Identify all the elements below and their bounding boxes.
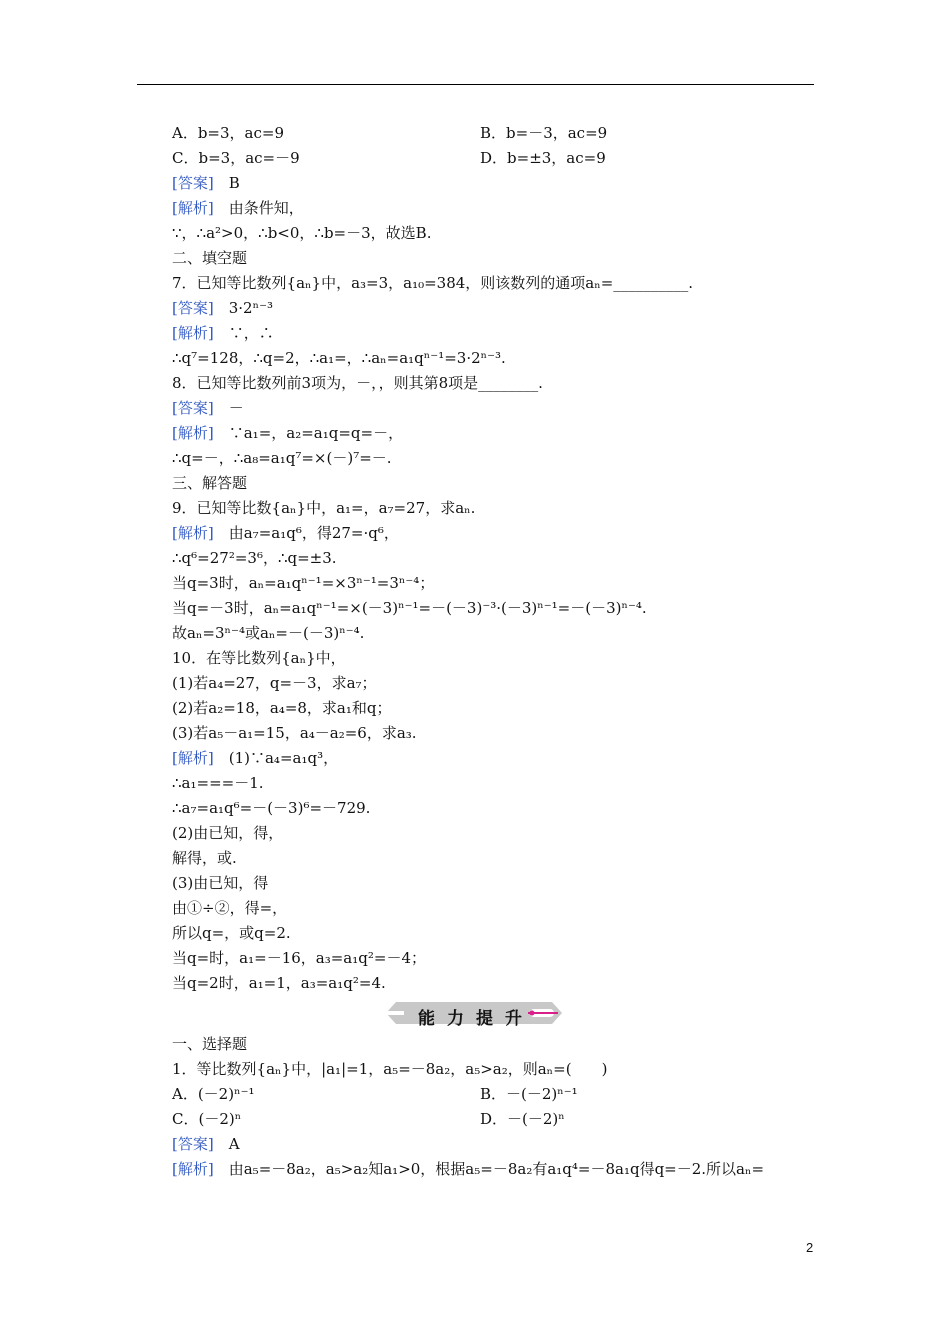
solution-line: ∴a₇=a₁q⁶=－(－3)⁶=－729. bbox=[172, 799, 371, 817]
question-part: (1)若a₄=27，q=－3，求a₇； bbox=[172, 674, 377, 692]
solution-line: (2)由已知，得， bbox=[172, 824, 284, 842]
analysis-tag: [解析] bbox=[172, 749, 214, 767]
solution-line: ∴q⁷=128，∴q=2，∴a₁=，∴aₙ=a₁qⁿ⁻¹=3·2ⁿ⁻³. bbox=[172, 349, 506, 367]
analysis-tag: [解析] bbox=[172, 424, 214, 442]
options-row bbox=[172, 146, 822, 171]
question-stem: 9．已知等比数{aₙ}中，a₁=，a₇=27，求aₙ. bbox=[172, 499, 476, 517]
analysis-tag: [解析] bbox=[172, 199, 214, 217]
solution-line: 所以q=，或q=2. bbox=[172, 924, 291, 942]
analysis-line: [解析] 由a₇=a₁q⁶，得27=·q⁶， bbox=[172, 524, 399, 542]
question-stem: 7．已知等比数列{aₙ}中，a₃=3，a₁₀=384，则该数列的通项aₙ=__________. bbox=[172, 274, 694, 292]
option-c: C．(－2)ⁿ bbox=[172, 1110, 242, 1128]
answer-tag: [答案] bbox=[172, 174, 214, 192]
section-heading: 三、解答题 bbox=[172, 474, 248, 492]
question-stem: 8．已知等比数列前3项为，－，，则其第8项是________. bbox=[172, 374, 543, 392]
analysis-line: [解析] ∵a₁=，a₂=a₁q=q=－， bbox=[172, 424, 404, 442]
document-body bbox=[172, 121, 822, 1182]
question-part: (3)若a₅－a₁=15，a₄－a₂=6，求a₃. bbox=[172, 724, 417, 742]
options-row bbox=[172, 1082, 822, 1107]
analysis-line: [解析] 由条件知， bbox=[172, 199, 304, 217]
analysis-tag: [解析] bbox=[172, 324, 214, 342]
solution-line: 由①÷②，得=， bbox=[172, 899, 288, 917]
solution-line: 故aₙ=3ⁿ⁻⁴或aₙ=－(－3)ⁿ⁻⁴. bbox=[172, 624, 365, 642]
answer-line: [答案] 3·2ⁿ⁻³ bbox=[172, 299, 274, 317]
section-heading: 一、选择题 bbox=[172, 1035, 248, 1053]
answer-tag: [答案] bbox=[172, 399, 214, 417]
answer-line: [答案] B bbox=[172, 174, 240, 192]
analysis-line: [解析] ∵，∴ bbox=[172, 324, 274, 342]
solution-line: 当q=2时，a₁=1，a₃=a₁q²=4. bbox=[172, 974, 386, 992]
section-heading: 二、填空题 bbox=[172, 249, 248, 267]
section-banner bbox=[172, 998, 822, 1032]
option-a: A．(－2)ⁿ⁻¹ bbox=[172, 1085, 255, 1103]
header-rule bbox=[137, 84, 814, 85]
question-stem: 1．等比数列{aₙ}中，|a₁|=1，a₅=－8a₂，a₅>a₂，则aₙ=( ) bbox=[172, 1060, 608, 1078]
answer-tag: [答案] bbox=[172, 1135, 214, 1153]
solution-line: 解得，或. bbox=[172, 849, 237, 867]
page-number: 2 bbox=[806, 1240, 814, 1255]
option-a: A．b=3，ac=9 bbox=[172, 124, 285, 142]
option-d: D．－(－2)ⁿ bbox=[480, 1110, 565, 1128]
answer-tag: [答案] bbox=[172, 299, 214, 317]
solution-line: ∴q=－，∴a₈=a₁q⁷=×(－)⁷=－. bbox=[172, 449, 392, 467]
option-b: B．－(－2)ⁿ⁻¹ bbox=[480, 1085, 578, 1103]
analysis-tag: [解析] bbox=[172, 1160, 214, 1178]
question-stem: 10．在等比数列{aₙ}中， bbox=[172, 649, 346, 667]
solution-line: ∵，∴a²>0，∴b<0，∴b=－3，故选B. bbox=[172, 224, 432, 242]
answer-line: [答案] A bbox=[172, 1135, 240, 1153]
solution-line: 当q=时，a₁=－16，a₃=a₁q²=－4； bbox=[172, 949, 426, 967]
solution-line: ∴q⁶=27²=3⁶，∴q=±3. bbox=[172, 549, 337, 567]
solution-line: (3)由已知，得 bbox=[172, 874, 269, 892]
option-b: B．b=－3，ac=9 bbox=[480, 124, 608, 142]
options-row bbox=[172, 121, 822, 146]
answer-line: [答案] － bbox=[172, 399, 244, 417]
option-d: D．b=±3，ac=9 bbox=[480, 149, 606, 167]
analysis-line: [解析] 由a₅=－8a₂，a₅>a₂知a₁>0，根据a₅=－8a₂有a₁q⁴=－8a₁q得q=－2.所以aₙ= bbox=[172, 1160, 765, 1178]
option-c: C．b=3，ac=－9 bbox=[172, 149, 300, 167]
analysis-line: [解析] (1)∵a₄=a₁q³， bbox=[172, 749, 339, 767]
solution-line: ∴a₁===－1. bbox=[172, 774, 264, 792]
banner-title: 能力提升 bbox=[418, 1009, 534, 1029]
analysis-tag: [解析] bbox=[172, 524, 214, 542]
solution-line: 当q=3时，aₙ=a₁qⁿ⁻¹=×3ⁿ⁻¹=3ⁿ⁻⁴； bbox=[172, 574, 435, 592]
options-row bbox=[172, 1107, 822, 1132]
solution-line: 当q=－3时，aₙ=a₁qⁿ⁻¹=×(－3)ⁿ⁻¹=－(－3)⁻³·(－3)ⁿ⁻¹=－(－3)ⁿ⁻⁴. bbox=[172, 599, 647, 617]
question-part: (2)若a₂=18，a₄=8，求a₁和q； bbox=[172, 699, 392, 717]
